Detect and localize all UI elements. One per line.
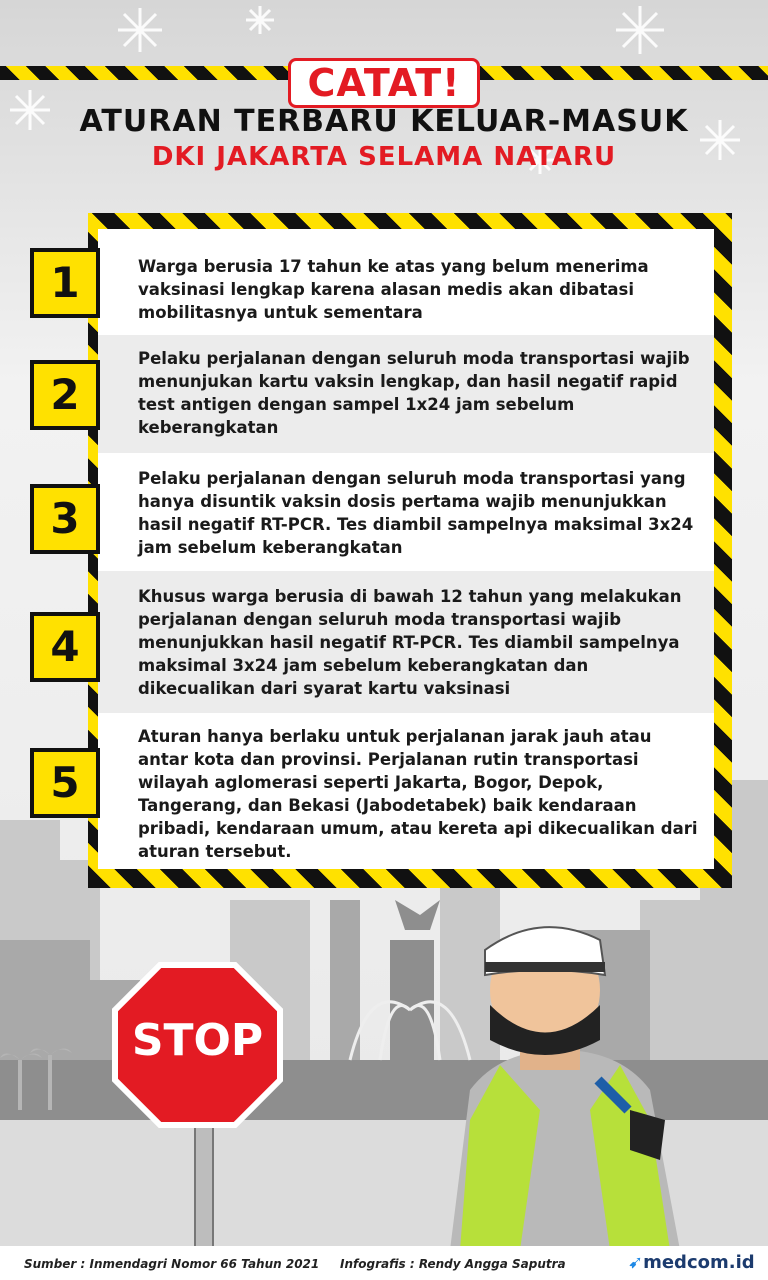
rule-text-1: Warga berusia 17 tahun ke atas yang belum menerima vaksinasi lengkap karena alasan medis akan dibatasi mobilitasnya untuk sementara bbox=[138, 257, 649, 322]
rule-number-1: 1 bbox=[30, 248, 100, 318]
rule-row-3 bbox=[98, 453, 714, 571]
rule-text-2: Pelaku perjalanan dengan seluruh moda transportasi wajib menunjukan kartu vaksin lengkap, dan hasil negatif rapid test antigen dengan sampel 1x24 jam sebelum keberangkatan bbox=[138, 349, 690, 437]
rule-number-5: 5 bbox=[30, 748, 100, 818]
rule-row-4 bbox=[98, 571, 714, 713]
rule-text-3: Pelaku perjalanan dengan seluruh moda transportasi yang hanya disuntik vaksin dosis pertama wajib menunjukkan hasil negatif RT-PCR. Tes diambil sampelnya maksimal 3x24 jam sebelum keberangkatan bbox=[138, 469, 694, 557]
source-credit: Sumber : Inmendagri Nomor 66 Tahun 2021 bbox=[24, 1257, 320, 1271]
medcom-logo-text: medcom.id bbox=[643, 1252, 755, 1273]
medcom-mark-icon: ➹ bbox=[628, 1252, 644, 1273]
rule-row-2 bbox=[98, 335, 714, 453]
rules-panel bbox=[98, 229, 714, 869]
rule-row-5 bbox=[98, 713, 714, 869]
stamp-label: CATAT! bbox=[288, 58, 479, 108]
footer bbox=[0, 1246, 768, 1280]
page-title: ATURAN TERBARU KELUAR-MASUK bbox=[79, 104, 689, 139]
rule-number-3: 3 bbox=[30, 484, 100, 554]
rule-text-4: Khusus warga berusia di bawah 12 tahun yang melakukan perjalanan dengan seluruh moda transportasi wajib menunjukkan hasil negatif RT-PCR. Tes diambil sampelnya maksimal 3x24 jam sebelum keberangkatan dan dikecualikan dari syarat kartu vaksinasi bbox=[138, 587, 682, 698]
medcom-logo bbox=[628, 1252, 755, 1273]
rule-number-4: 4 bbox=[30, 612, 100, 682]
catat-stamp bbox=[0, 58, 768, 108]
rule-text-5: Aturan hanya berlaku untuk perjalanan jarak jauh atau antar kota dan provinsi. Perjalanan rutin transportasi wilayah aglomerasi seperti Jakarta, Bogor, Depok, Tangerang, dan Bekasi (Jabodetabek) baik kendaraan pribadi, kendaraan umum, atau kereta api dikecualikan dari aturan tersebut. bbox=[138, 727, 698, 861]
rule-row-1 bbox=[98, 229, 714, 335]
page-subtitle: DKI JAKARTA SELAMA NATARU bbox=[151, 142, 617, 172]
rule-number-2: 2 bbox=[30, 360, 100, 430]
infographic-credit: Infografis : Rendy Angga Saputra bbox=[340, 1257, 566, 1271]
stop-sign-label: STOP bbox=[131, 1015, 264, 1066]
